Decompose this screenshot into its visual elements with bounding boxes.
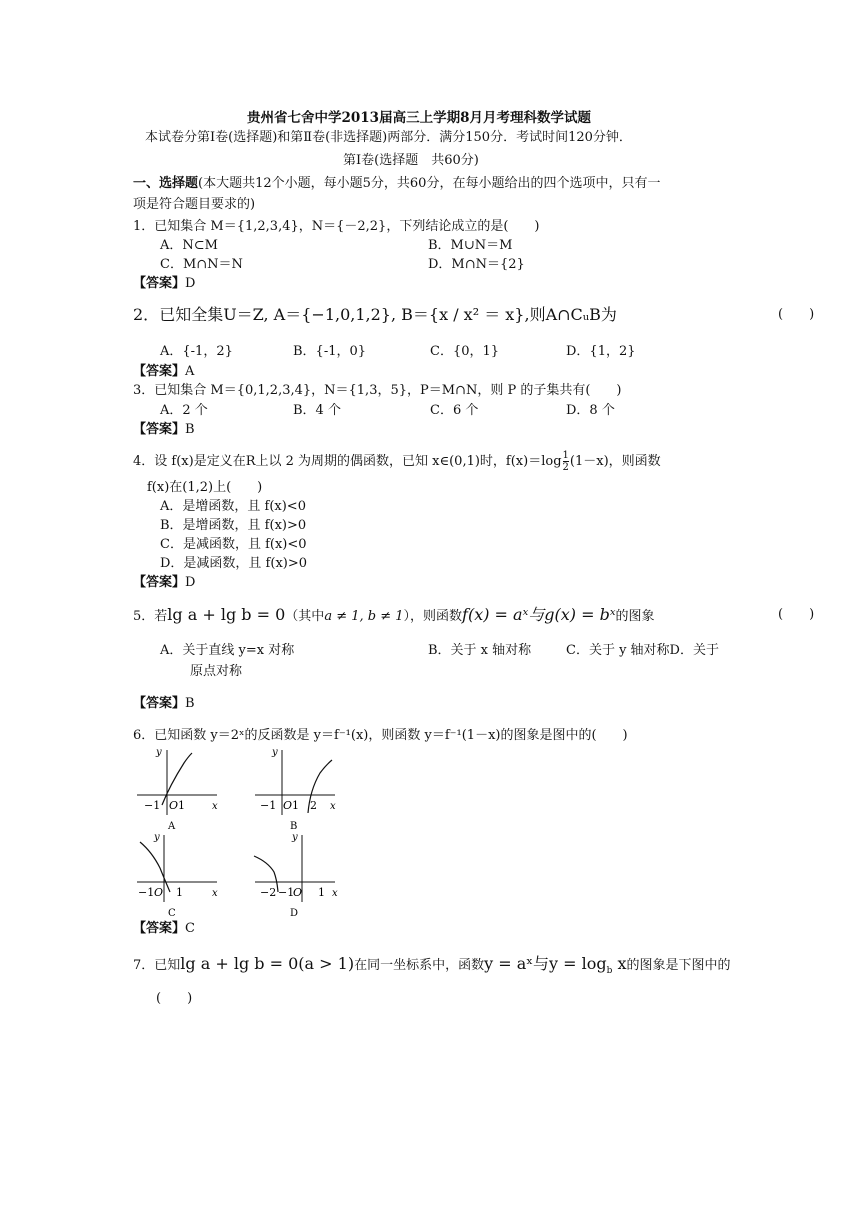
- q5-option-d-cont: 原点对称: [190, 664, 243, 679]
- graph-c-curve: [140, 842, 170, 892]
- q4-option-a: A．是增函数，且 f(x)<0: [160, 499, 306, 514]
- x-axis-label: x: [330, 801, 336, 812]
- q4-option-b: B．是增函数，且 f(x)>0: [160, 518, 307, 533]
- y-axis-label: y: [156, 747, 162, 758]
- graph-c-label: C: [168, 908, 176, 919]
- intro-text: 本试卷分第Ⅰ卷(选择题)和第Ⅱ卷(非选择题)两部分．满分150分．考试时间120分钟．: [145, 130, 632, 145]
- tick-label: −1: [138, 886, 155, 899]
- q2-answer: 【答案】A: [133, 364, 195, 379]
- tick-label: −2: [260, 886, 277, 899]
- q7-paren: ( ): [156, 991, 193, 1006]
- q3-option-c: C．6 个: [430, 403, 479, 418]
- part-heading: 第Ⅰ卷(选择题 共60分): [343, 153, 479, 168]
- q6-stem: 6．已知函数 y＝2ˣ的反函数是 y＝f⁻¹(x)，则函数 y＝f⁻¹(1－x)的图象是图中的( ): [133, 728, 628, 743]
- q1-answer: 【答案】D: [133, 276, 196, 291]
- q1-option-c: C．M∩N＝N: [160, 257, 243, 272]
- q4-answer: 【答案】D: [133, 575, 196, 590]
- x-axis-label: x: [212, 888, 218, 899]
- q3-option-a: A．2 个: [160, 403, 208, 418]
- section-desc-line2: 项是符合题目要求的): [133, 197, 256, 212]
- origin-label: O: [169, 799, 179, 812]
- q5-paren: ( ): [778, 607, 815, 622]
- y-axis-label: y: [292, 832, 298, 843]
- q1-option-b: B．M∪N＝M: [428, 238, 513, 253]
- q7-eq2: y = aˣ与$y = \log_b x$: [484, 954, 627, 977]
- section-desc-line1: [133, 176, 660, 192]
- tick-label: −1: [278, 886, 295, 899]
- q2-option-c: C．{0，1}: [430, 344, 500, 359]
- origin-label: O: [293, 886, 303, 899]
- q5-stem: 5．若lg a + lg b = 0（其中a ≠ 1, b ≠ 1），则函数f(x) = aˣ与g(x) = bˣ的图象: [133, 605, 655, 624]
- q3-option-d: D．8 个: [566, 403, 615, 418]
- q3-stem: 3．已知集合 M＝{0,1,2,3,4}，N＝{1,3，5}，P＝M∩N，则 P 的子集共有( ): [133, 383, 622, 398]
- x-axis-label: x: [332, 888, 338, 899]
- q7-stem: 7．已知lg a + lg b = 0(a > 1)在同一坐标系中，函数y = aˣ与$y = \log_b x$的图象是下图中的: [133, 954, 731, 977]
- x-axis-label: x: [212, 801, 218, 812]
- q6-answer: 【答案】C: [133, 921, 195, 936]
- tick-label: 2: [310, 799, 317, 812]
- q4-option-d: D．是减函数，且 f(x)>0: [160, 556, 308, 571]
- q4-stem-line1: 4．设 f(x)是定义在R上以 2 为周期的偶函数，已知 x∈(0,1)时，f(x)＝log $\frac{1}{2}$ (1－x)，则函数: [133, 450, 661, 473]
- y-axis-label: y: [154, 832, 160, 843]
- section-desc: (本大题共12个小题，每小题5分，共60分，在每小题给出的四个选项中，只有一: [198, 176, 661, 191]
- q7-eq1: lg a + lg b = 0(a > 1): [180, 954, 355, 973]
- tick-label: 1: [178, 799, 185, 812]
- origin-label: O: [283, 799, 293, 812]
- origin-label: O: [154, 886, 164, 899]
- q2-option-d: D．{1，2}: [566, 344, 636, 359]
- q5-option-b: B．关于 x 轴对称: [428, 643, 532, 658]
- section-label: 一、选择题: [133, 176, 199, 191]
- q2-paren: ( ): [778, 307, 815, 322]
- y-axis-label: y: [272, 747, 278, 758]
- graph-c: [132, 830, 224, 920]
- tick-label: −1: [260, 799, 277, 812]
- graph-a: [132, 745, 224, 833]
- graph-b-label: B: [290, 821, 298, 832]
- q1-option-a: A．N⊂M: [160, 238, 218, 253]
- graph-d: [250, 830, 342, 920]
- q3-answer: 【答案】B: [133, 422, 195, 437]
- q5-option-c: C．关于 y 轴对称D．关于: [566, 643, 719, 658]
- page-title: 贵州省七舍中学2013届高三上学期8月月考理科数学试题: [247, 110, 591, 126]
- q2-option-a: A．{-1，2}: [160, 344, 233, 359]
- q3-option-b: B．4 个: [293, 403, 341, 418]
- tick-label: −1: [144, 799, 161, 812]
- q4-fraction: $\frac{1}{2}$: [562, 450, 569, 473]
- tick-label: 1: [292, 799, 299, 812]
- tick-label: 1: [318, 886, 325, 899]
- graph-b: [250, 745, 342, 833]
- q5-eq2: a ≠ 1, b ≠ 1: [324, 609, 404, 624]
- q5-eq1: lg a + lg b = 0: [167, 605, 286, 624]
- graph-d-label: D: [290, 908, 299, 919]
- tick-label: 1: [176, 886, 183, 899]
- graph-a-label: A: [168, 821, 176, 832]
- q1-option-d: D．M∩N＝{2}: [428, 257, 525, 272]
- q2-option-b: B．{-1，0}: [293, 344, 367, 359]
- q5-answer: 【答案】B: [133, 696, 195, 711]
- q5-option-a: A．关于直线 y=x 对称: [160, 643, 295, 658]
- q4-stem-line2: f(x)在(1,2)上( ): [147, 480, 263, 495]
- q2-stem: 2．已知全集U＝Z, A＝{−1,0,1,2}, B＝{x / x² ＝ x},则A∩CᵤB为: [133, 305, 617, 324]
- q4-option-c: C．是减函数，且 f(x)<0: [160, 537, 307, 552]
- q1-stem: 1．已知集合 M＝{1,2,3,4}，N＝{－2,2}，下列结论成立的是( ): [133, 219, 540, 234]
- q5-eq3: f(x) = aˣ与g(x) = bˣ: [462, 605, 616, 624]
